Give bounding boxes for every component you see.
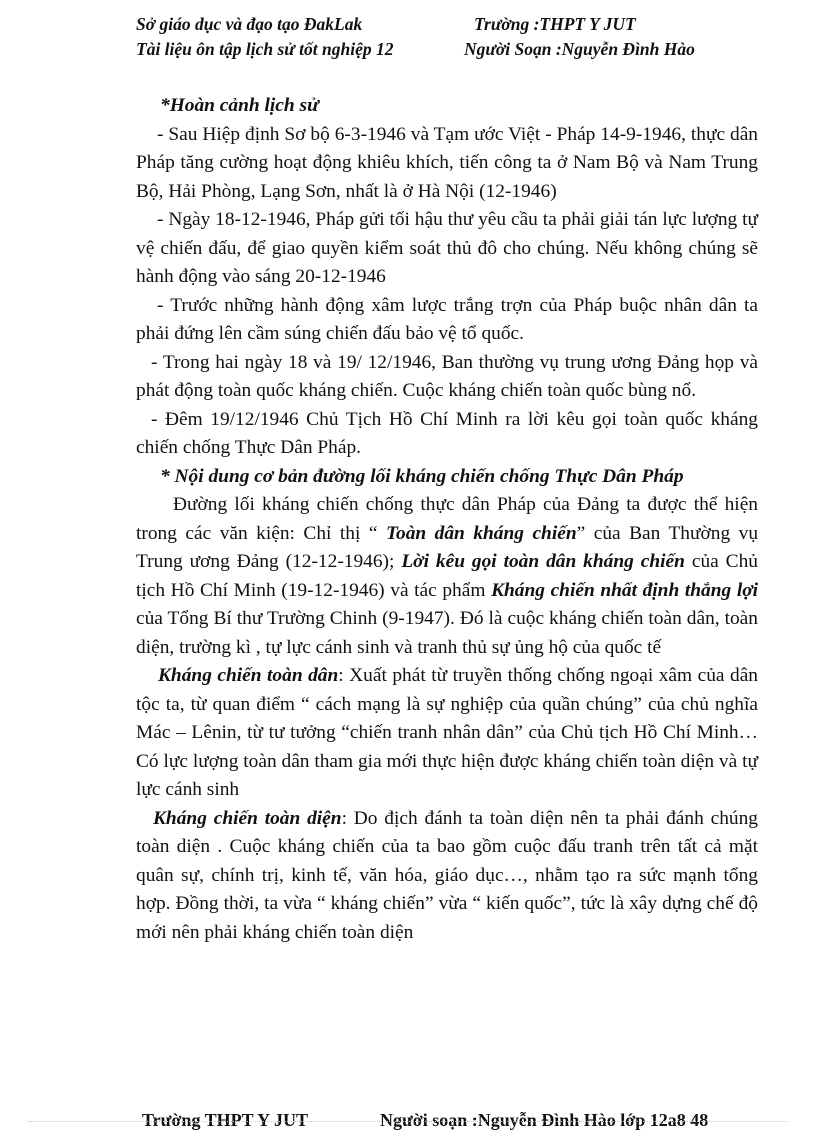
term: Kháng chiến toàn diện	[153, 807, 342, 829]
header-school: Trường :THPT Y JUT	[474, 14, 636, 34]
section-heading-resistance-line: * Nội dung cơ bản đường lối kháng chiến chống Thực Dân Pháp	[160, 465, 684, 487]
text: ” của Ban Thường vụ Trung ương Đảng (12-12-1946);	[136, 522, 759, 572]
text: : Xuất phát từ truyền thống chống ngoại xâm của dân tộc ta, từ quan điểm “ cách mạng là sự nghiệp của quần chúng” của chủ nghĩa Mác – Lênin, từ tư tưởng “chiến tranh nhân dân” của Chủ tịch Hồ Chí Minh…Có lực lượng toàn dân tham gia mới thực hiện được kháng chiến toàn diện và tự lực cánh sinh	[136, 665, 759, 800]
section-heading-historical-context: *Hoàn cảnh lịch sử	[160, 95, 319, 116]
paragraph: - Trong hai ngày 18 và 19/ 12/1946, Ban thường vụ trung ương Đảng họp và phát động toàn quốc kháng chiến. Cuộc kháng chiến toàn quốc bùng nổ.	[136, 351, 758, 401]
paragraph	[136, 491, 758, 662]
text: của Chủ tịch Hồ Chí Minh (19-12-1946) và tác phẩm	[136, 551, 758, 601]
text: : Do địch đánh ta toàn diện nên ta phải đánh chúng toàn diện . Cuộc kháng chiến của ta bao gồm cuộc đấu tranh trên tất cả mặt quân sự, chính trị, kinh tế, văn hóa, giáo dục…, nhằm tạo ra sức mạnh tổng hợp. Đồng thời, ta vừa “ kháng chiến” vừa “ kiến quốc”, tức là xây dựng chế độ mới nên phải kháng chiến toàn diện	[136, 807, 758, 943]
paragraph: - Sau Hiệp định Sơ bộ 6-3-1946 và Tạm ước Việt - Pháp 14-9-1946, thực dân Pháp tăng cường hoạt động khiêu khích, tiến công ta ở Nam Bộ và Nam Trung Bộ, Hải Phòng, Lạng Sơn, nhất là ở Hà Nội (12-1946)	[136, 123, 758, 202]
paragraph: - Trước những hành động xâm lược trắng trợn của Pháp buộc nhân dân ta phải đứng lên cầm súng chiến đấu bảo vệ tổ quốc.	[136, 294, 758, 344]
document-body	[136, 92, 758, 947]
text: của Tổng Bí thư Trường Chinh (9-1947). Đó là cuộc kháng chiến toàn dân, toàn diện, trường kì , tự lực cánh sinh và tranh thủ sự ủng hộ của quốc tế	[136, 608, 758, 658]
term: Kháng chiến toàn dân	[158, 665, 339, 686]
document-name: Toàn dân kháng chiến	[385, 522, 577, 544]
footer-divider	[28, 1121, 788, 1122]
paragraph	[136, 805, 758, 948]
paragraph: - Ngày 18-12-1946, Pháp gửi tối hậu thư yêu cầu ta phải giải tán lực lượng tự vệ chiến đấu, để giao quyền kiểm soát thủ đô cho chúng. Nếu không chúng sẽ hành động vào sáng 20-12-1946	[136, 209, 758, 287]
header-document-title: Tài liệu ôn tập lịch sử tốt nghiệp 12	[136, 39, 394, 59]
header-author: Người Soạn :Nguyễn Đình Hào	[464, 39, 695, 59]
document-name: Lời kêu gọi toàn dân kháng chiến	[401, 551, 685, 572]
footer-school: Trường THPT Y JUT	[142, 1110, 308, 1130]
text: Đường lối kháng chiến chống thực dân Pháp của Đảng ta được thể hiện trong các văn kiện: Chỉ thị “	[136, 494, 758, 544]
paragraph	[136, 662, 758, 805]
footer-author-page: Người soạn :Nguyễn Đình Hào lớp 12a8 48	[380, 1110, 709, 1130]
document-name: Kháng chiến nhất định thắng lợi	[491, 579, 758, 601]
header-department: Sở giáo dục và đạo tạo ĐakLak	[136, 14, 363, 34]
paragraph: - Đêm 19/12/1946 Chủ Tịch Hồ Chí Minh ra lời kêu gọi toàn quốc kháng chiến chống Thực Dân Pháp.	[136, 408, 758, 458]
